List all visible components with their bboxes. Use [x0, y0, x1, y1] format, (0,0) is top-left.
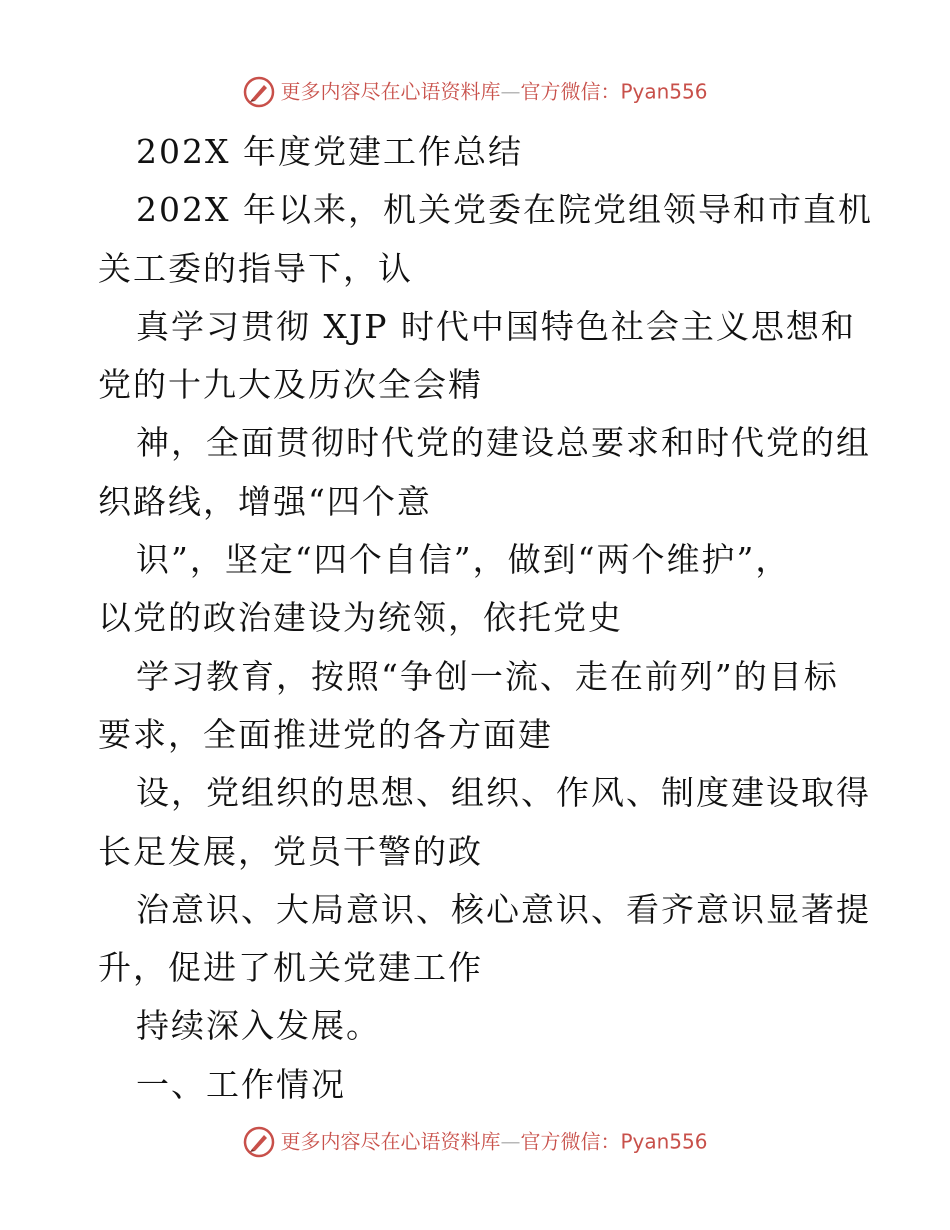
pen-nib-circle-icon	[242, 75, 276, 109]
text-line: 学习教育，按照“争创一流、走在前列”的目标	[136, 656, 839, 696]
watermark-dash: —	[500, 1129, 521, 1154]
text-line: 设，党组织的思想、组织、作风、制度建设取得	[136, 773, 871, 813]
pen-nib-circle-icon	[242, 1125, 276, 1159]
text-line: 织路线，增强“四个意	[98, 481, 432, 521]
watermark-text: 更多内容尽在心语资料库	[280, 79, 501, 104]
footer-watermark	[0, 1120, 950, 1162]
text-line: 以党的政治建设为统领，依托党史	[98, 598, 623, 638]
text-line: 要求，全面推进党的各方面建	[98, 714, 553, 754]
watermark-dash: —	[500, 79, 521, 104]
text-line: 持续深入发展。	[136, 1006, 381, 1046]
text-line: 党的十九大及历次全会精	[98, 365, 483, 405]
document-body	[98, 123, 873, 1114]
text-line: 识”，坚定“四个自信”，做到“两个维护”，	[136, 540, 791, 580]
text-line: 升，促进了机关党建工作	[98, 948, 483, 988]
watermark-suffix: 官方微信：Pyan556	[520, 1129, 708, 1154]
text-line: 长足发展，党员干警的政	[98, 831, 483, 871]
text-line: 关工委的指导下，认	[98, 248, 413, 288]
header-watermark	[0, 70, 950, 112]
text-line: 真学习贯彻 XJP 时代中国特色社会主义思想和	[136, 306, 856, 346]
text-line: 202X 年以来，机关党委在院党组领导和市直机	[136, 190, 873, 230]
text-line: 治意识、大局意识、核心意识、看齐意识显著提	[136, 889, 871, 929]
text-line: 神，全面贯彻时代党的建设总要求和时代党的组	[136, 423, 871, 463]
watermark-suffix: 官方微信：Pyan556	[520, 79, 708, 104]
section-heading: 一、工作情况	[136, 1064, 346, 1104]
document-title: 202X 年度党建工作总结	[136, 132, 523, 171]
watermark-text: 更多内容尽在心语资料库	[280, 1129, 501, 1154]
